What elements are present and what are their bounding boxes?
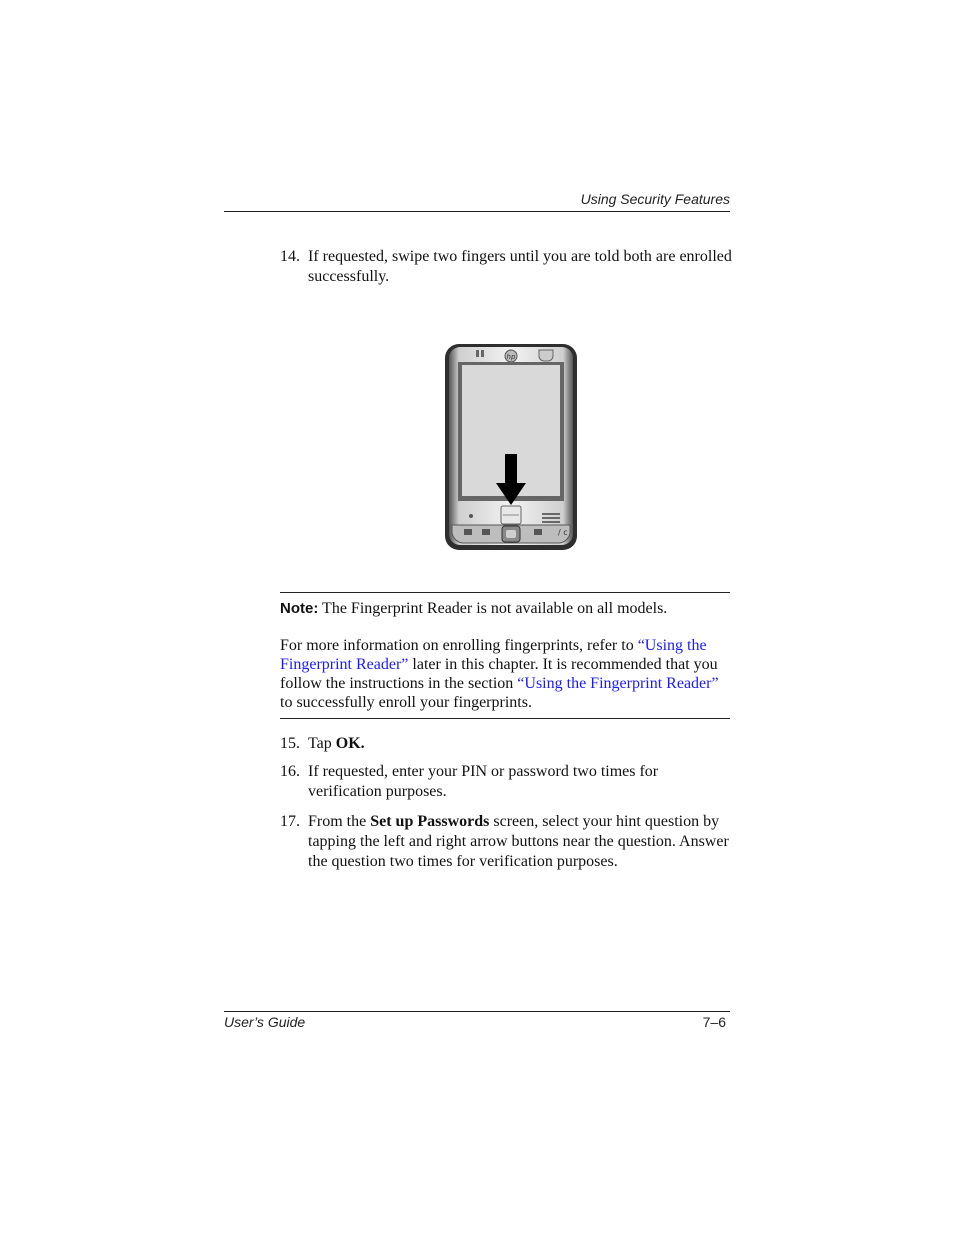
step-text: If requested, enter your PIN or password two times for verification purposes.: [308, 763, 659, 800]
svg-text:hp: hp: [506, 353, 516, 361]
step-text: Tap: [308, 735, 336, 752]
note-bottom-rule: [280, 718, 730, 719]
step-number: 16.: [280, 763, 300, 780]
header-rule: [224, 211, 730, 212]
step-text-pre: From the: [308, 813, 371, 830]
note-para-mid: later in this chapter. It is recommended that you follow the instructions in the section: [280, 656, 718, 692]
page-number: 7–6: [702, 1014, 726, 1030]
link-using-fingerprint-reader-1[interactable]: “Using the Fingerprint Reader”: [280, 637, 707, 673]
svg-text:/ c: / c: [558, 528, 568, 537]
note-para-post: to successfully enroll your fingerprints.: [280, 694, 532, 711]
note-block: [280, 599, 730, 618]
step-text-post: screen, select your hint question by tapping the left and right arrow buttons near the question. Answer the question two times for verification purposes.: [308, 813, 729, 870]
step-text: If requested, swipe two fingers until you are told both are enrolled successfully.: [308, 248, 732, 285]
step-number: 17.: [280, 813, 300, 830]
step-15: [280, 734, 740, 754]
step-bold-text: Set up Passwords: [370, 813, 490, 830]
step-17: [280, 812, 732, 872]
footer-rule: [224, 1011, 730, 1012]
note-top-rule: [280, 592, 730, 593]
note-text: The Fingerprint Reader is not available on all models.: [322, 600, 668, 617]
handheld-device-icon: [444, 343, 578, 551]
note-label: Note:: [280, 600, 319, 617]
running-header: Using Security Features: [580, 191, 730, 207]
step-number: 15.: [280, 735, 300, 752]
step-16: [280, 762, 710, 802]
step-number: 14.: [280, 248, 300, 265]
footer-title: User’s Guide: [224, 1014, 306, 1030]
link-using-fingerprint-reader-2[interactable]: “Using the Fingerprint Reader”: [517, 675, 719, 692]
step-bold-text: OK.: [335, 735, 365, 752]
note-para-pre: For more information on enrolling fingerprints, refer to: [280, 637, 638, 654]
step-14: [280, 247, 740, 287]
note-paragraph: [280, 636, 730, 712]
